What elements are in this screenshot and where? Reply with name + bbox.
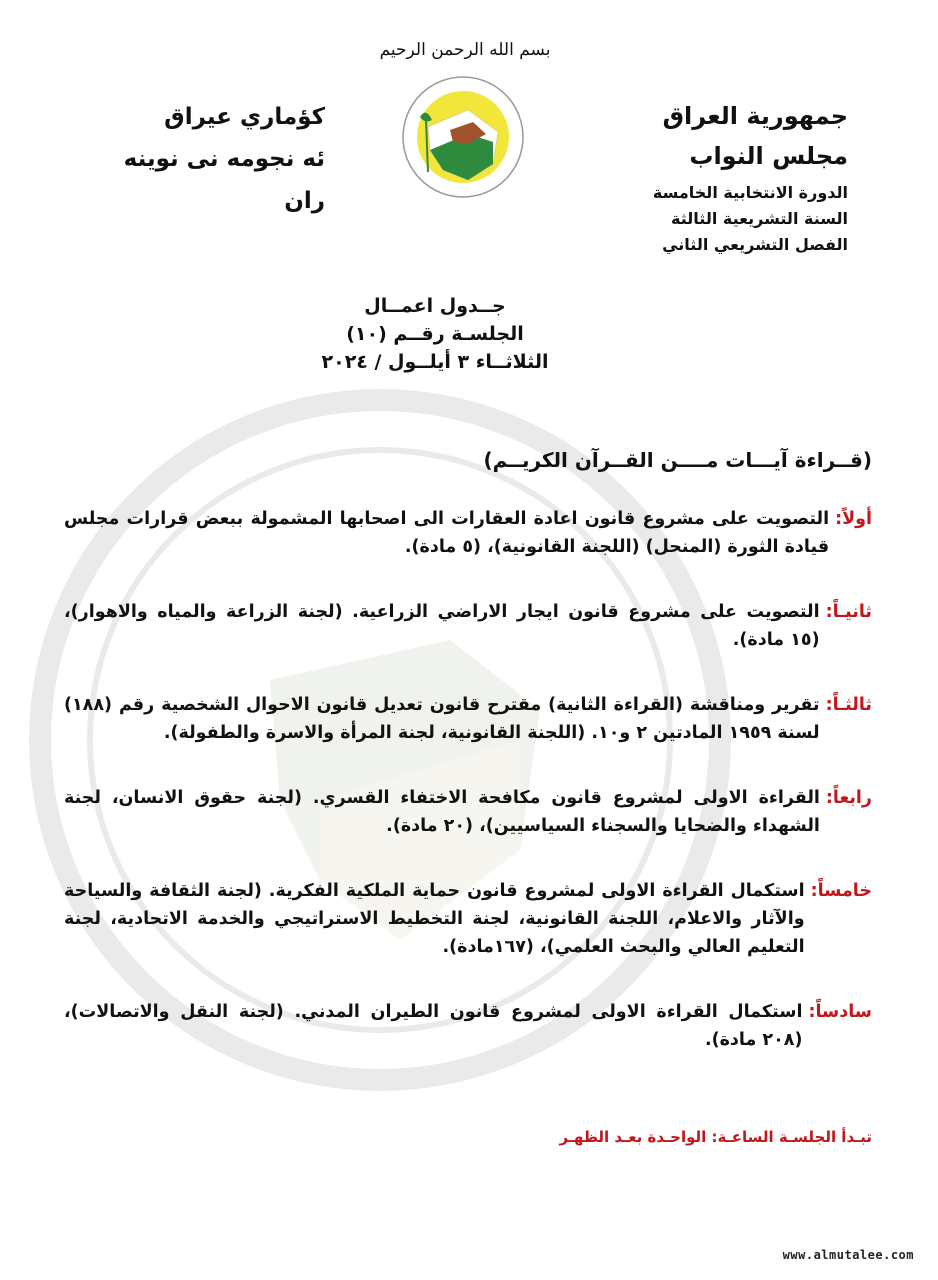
agenda-item (64, 784, 872, 840)
header-left-block (95, 96, 325, 222)
council-name-kurdish: ئه نجومه نى نوينه ران (123, 146, 325, 214)
session-start-time: تبـدأ الجلسـة الساعـة: الواحـدة بعـد الظهـر (559, 1128, 872, 1146)
agenda-item (64, 998, 872, 1054)
agenda-heading: جــدول اعمــال (364, 295, 506, 317)
legislative-year: السنة التشريعية الثالثة (671, 209, 848, 228)
agenda-item (64, 598, 872, 654)
session-number: الجلسـة رقــم (١٠) (346, 323, 524, 345)
council-name: مجلس النواب (689, 142, 848, 170)
country-name: جمهورية العراق (662, 102, 848, 130)
item-text: استكمال القراءة الاولى لمشروع قانون الطيران المدني. (لجنة النقل والاتصالات)، (٢٠٨ مادة). (64, 1002, 803, 1050)
item-number: أولاً: (835, 509, 872, 529)
basmala-text: بسم الله الرحمن الرحيم (379, 40, 551, 60)
source-website-watermark: www.almutalee.com (782, 1248, 914, 1262)
item-number: رابعاً: (825, 788, 872, 808)
legislative-session: الفصل التشريعي الثاني (662, 235, 848, 254)
parliament-emblem-icon (398, 72, 528, 202)
item-text: التصويت على مشروع قانون ايجار الاراضي الزراعية. (لجنة الزراعة والمياه والاهوار)، (١٥ مادة). (64, 602, 820, 650)
electoral-term: الدورة الانتخابية الخامسة (652, 183, 848, 202)
country-name-kurdish: كؤماري عيراق (164, 104, 325, 130)
agenda-item (64, 691, 872, 747)
opening-recitation: (قــراءة آيـــات مــــن القــرآن الكريــم) (483, 448, 872, 472)
item-number: سادساً: (808, 1002, 872, 1022)
item-text: تقرير ومناقشة (القراءة الثانية) مقترح قانون تعديل قانون الاحوال الشخصية رقم (١٨٨) لسنة ١٩٥٩ المادتين ٢ و١٠. (اللجنة القانونية، لجنة المرأة والاسرة والطفولة). (64, 695, 820, 743)
agenda-item (64, 877, 872, 961)
agenda-item (64, 505, 872, 561)
item-number: ثانيـاً: (825, 602, 872, 622)
session-date: الثلاثــاء ٣ أيلــول / ٢٠٢٤ (321, 351, 549, 373)
agenda-items (64, 505, 872, 1091)
item-text: استكمال القراءة الاولى لمشروع قانون حماية الملكية الفكرية. (لجنة الثقافة والسياحة والآثار والاعلام، اللجنة القانونية، لجنة التخطيط الاستراتيجي والخدمة الاتحادية، لجنة التعليم العالي والبحث العلمي)، (١٦٧مادة). (64, 881, 805, 957)
header-right-block (608, 96, 848, 258)
item-text: التصويت على مشروع قانون اعادة العقارات الى اصحابها المشمولة ببعض قرارات مجلس قيادة الثورة (المنحل) (اللجنة القانونية)، (٥ مادة). (64, 509, 830, 557)
item-text: القراءة الاولى لمشروع قانون مكافحة الاختفاء القسري. (لجنة حقوق الانسان، لجنة الشهداء والضحايا والسجناء السياسيين)، (٢٠ مادة). (64, 788, 820, 836)
agenda-title (270, 292, 600, 376)
item-number: خامساً: (810, 881, 872, 901)
item-number: ثالثـاً: (825, 695, 872, 715)
